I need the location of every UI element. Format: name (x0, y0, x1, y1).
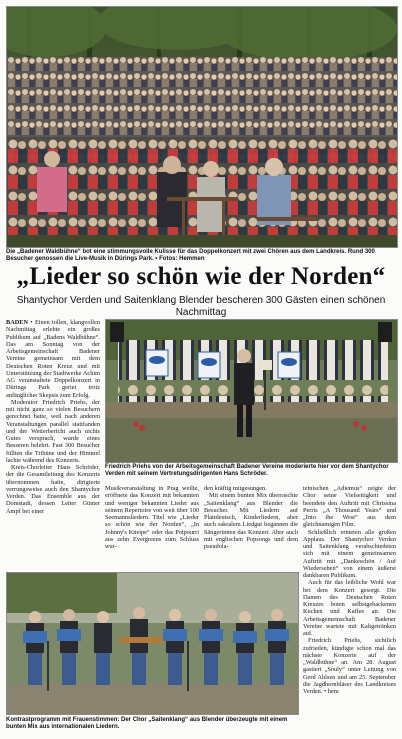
article-paragraph: Auch für das leibliche Wohl war bei dem Konzert gesorgt. Die Damen des Deutschen Roten Kreuzes boten selbstgebackenen Kuchen und Kaffee an. Die Arbeitsgemeinschaft Badener Vereine wartete mit Kaltgetränken auf. (303, 579, 396, 637)
article-paragraph: Mit einem bunten Mix überraschte „Saitenklang“ aus Blender die Besucher. Mit Liedern auf Plattdeutsch, Kinderliedern, aber auch sakralem Liedgut begannen die Sängerinnen das Konzert. Aber auch mit englischen Popsongs und dem pseudola- (204, 492, 298, 550)
article-paragraph: Friedrich Priehs, sichtlich zufrieden, kündigte schon mal das nächste Konzerte auf der „Waldbühne“ an. Am 28. August gastiert „Souly“ unter Leitung von Gerd Ahlsen und am 25. September die Jagdhornbläser des Landkreises Verden. • hem (303, 637, 396, 695)
article-paragraph: • Einen tollen, klangvollen Nachmittag erlebte ein großes Publikum auf „Badens Waldbühne“. Das am Sonntag von der Arbeitsgemeinschaft Badener Vereine gemeinsam mit dem Deutschen Roten Kreuz und mit Unterstützung der Stadtwerke Achim AG veranstaltete Doppelkonzert in Dürings Park geriet trotz anfänglicher Skepsis zum Erfolg. (6, 319, 100, 399)
article-paragraph: teinischen „Adiemus“ zeigte der Chor seine Vielseitigkeit und beendete den Auftritt mit Chrissina Perris „A Thousand Years“ und „Into the West“ aus dem gleichnamigen Film. (303, 485, 396, 529)
article-column-1 (6, 319, 100, 515)
article-column-4 (303, 485, 396, 695)
middle-photo-caption: Friedrich Priehs von der Arbeitsgemeinschaft Badener Vereine moderierte hier vor dem Shantychor Verden mit seinem Vertretungsdirigenten Hans Schröder. (105, 464, 389, 477)
audience-photo-illustration (7, 7, 397, 247)
audience-photo (6, 6, 398, 248)
article-column-2 (105, 485, 199, 550)
subheadline: Shantychor Verden und Saitenklang Blender bescheren 300 Gästen einen schönen Nachmittag (16, 295, 386, 318)
article-column-3 (204, 485, 298, 550)
article-paragraph: Moderator Friedrich Priehs, der mit nicht ganz so vielen Besuchern gerechnet hatte, weil nach anderen Veranstaltungen parallel stattfanden und der Wetterbericht auch nichts Gutes versprach, wurde eines Besseren belehrt. Fast 300 Besucher füllten die Tribüne und der Himmel lachte während des Konzerts. (6, 398, 100, 464)
dateline: BADEN (6, 319, 29, 326)
article-paragraph: Schließlich ernteten alle großen Applaus. Der Shantychor Verden und Saitenklang verabschiedeten sich mit einem gemeinsamen Auftritt mit „Dankeschön / Auf Wiedersehen“ von einem äußerst dankbaren Publikum. (303, 528, 396, 579)
moderator-choir-illustration (106, 320, 397, 462)
article-paragraph: Musikveranstaltung in Prag weilte, eröffnete das Konzert mit bekannten und weniger bekannten Lieder aus seinem Repertoire von weit über 100 Seemannsliedern. Titel wie „Lieder so schön wie der Norden“, „In Johnny's Kneipe“ oder das Potpourri aus zehn Evergreens zum Schluss wur- (105, 485, 199, 550)
article-paragraph: Kreis-Chorleiter Hans Schröder, der die Gesamtleitung des Konzerts übernommen hatte, dirigierte verrungsweise auch den Shantychor Verden. Das Ensemble aus der Domstadt, dessen Leiter Günter Ampf bei einer (6, 464, 100, 515)
headline: „Lieder so schön wie der Norden“ (16, 263, 386, 290)
bottom-photo-caption: Kontrastprogramm mit Frauenstimmen: Der Chor „Saitenklang“ aus Blender überzeugte mit einem bunten Mix aus internationalen Liedern. (6, 717, 288, 730)
womens-choir-photo (6, 572, 299, 715)
top-photo-caption: Die „Badener Waldbühne“ bot eine stimmungsvolle Kulisse für das Doppelkonzert mit zwei Chören aus dem Landkreis. Rund 300 Besucher genossen die Live-Musik in Dürings Park. • Fotos: Hemmen (6, 249, 375, 262)
womens-choir-illustration (7, 573, 298, 714)
article-paragraph: den kräftig mitgesungen. (204, 485, 267, 492)
moderator-choir-photo (105, 319, 398, 463)
